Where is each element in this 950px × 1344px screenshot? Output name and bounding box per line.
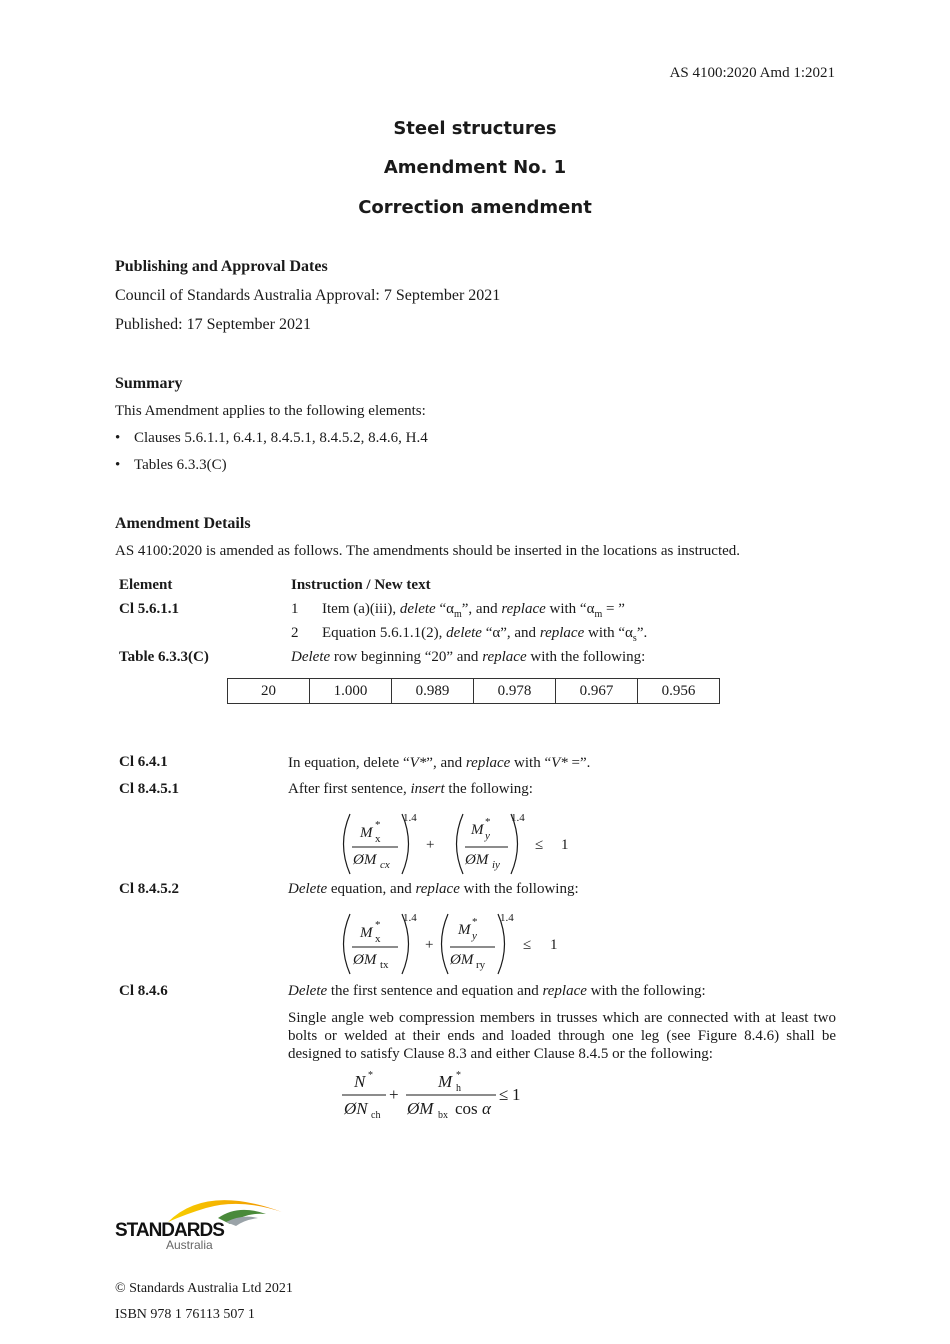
table-cell: 1.000: [310, 679, 392, 704]
left-paren: [344, 814, 351, 874]
element-label: Cl 8.4.5.2: [119, 881, 179, 897]
eq-operator: ≤: [523, 937, 532, 953]
approval-date: Council of Standards Australia Approval: 7 September 2021: [115, 287, 501, 304]
details-heading: Amendment Details: [115, 515, 251, 532]
eq-power: 1.4: [500, 912, 514, 924]
eq-subscript: x: [375, 933, 381, 945]
bullet-icon: •: [115, 430, 121, 446]
bullet-text: Clauses 5.6.1.1, 6.4.1, 8.4.5.1, 8.4.5.2, 8.4.6, H.4: [134, 430, 428, 446]
element-label: Table 6.3.3(C): [119, 649, 209, 665]
clause-paragraph: Single angle web compression members in trusses which are connected with at least two bolts or welded at their ends and loaded through one leg (see Figure 8.4.6) shall be designed to satisfy Clause 8.3 and either Clause 8.4.5 or the following:: [288, 1010, 836, 1062]
eq-star: *: [456, 1070, 461, 1081]
eq-symbol: M: [458, 922, 471, 938]
eq-power: 1.4: [511, 812, 525, 824]
table-cell: 0.978: [474, 679, 556, 704]
table-cell: 0.967: [556, 679, 638, 704]
summary-bullet: [115, 430, 428, 447]
eq-power: 1.4: [403, 812, 417, 824]
eq-symbol: M: [360, 825, 373, 841]
eq-operator: +: [426, 837, 435, 853]
left-paren: [442, 914, 449, 974]
eq-symbol: ØM: [353, 852, 377, 868]
eq-symbol: ØM: [353, 952, 377, 968]
logo-wordmark: STANDARDS: [115, 1220, 224, 1241]
summary-intro: This Amendment applies to the following elements:: [115, 403, 426, 419]
instruction-text: Item (a)(iii), delete “$\alpha_m$”, and replace with “$\alpha_m$ = ”: [322, 601, 625, 620]
eq-value: 1: [550, 937, 558, 953]
copyright: © Standards Australia Ltd 2021: [115, 1281, 293, 1296]
eq-subscript: y: [472, 930, 477, 942]
eq-subscript: h: [456, 1083, 461, 1094]
eq-operator: ≤: [499, 1085, 509, 1104]
element-label: Cl 5.6.1.1: [119, 601, 179, 617]
eq-value: 1: [561, 837, 569, 853]
instruction-text: After first sentence, insert the following:: [288, 781, 533, 797]
isbn: ISBN 978 1 76113 507 1: [115, 1307, 255, 1322]
eq-symbol: α: [482, 1099, 491, 1118]
table-cell: 0.989: [392, 679, 474, 704]
eq-symbol: M: [471, 822, 484, 838]
logo-subtitle: Australia: [166, 1238, 213, 1252]
eq-power: 1.4: [403, 912, 417, 924]
eq-operator: +: [425, 937, 434, 953]
eq-subscript: cx: [380, 859, 390, 871]
equation-8-4-5-1: [330, 806, 590, 882]
summary-heading: Summary: [115, 375, 183, 392]
publishing-heading: Publishing and Approval Dates: [115, 258, 328, 275]
element-label: Cl 8.4.5.1: [119, 781, 179, 797]
page-title: Steel structures: [393, 118, 557, 139]
eq-symbol: ØM: [465, 852, 489, 868]
bullet-icon: •: [115, 457, 121, 473]
bullet-text: Tables 6.3.3(C): [134, 457, 227, 473]
eq-star: *: [368, 1070, 373, 1081]
eq-operator: +: [389, 1085, 399, 1104]
instruction-text: Delete the first sentence and equation and replace with the following:: [288, 983, 706, 999]
summary-bullet: [115, 457, 227, 474]
eq-star: *: [472, 916, 478, 928]
eq-subscript: ry: [476, 959, 486, 971]
eq-symbol: N: [354, 1072, 366, 1091]
column-header-element: Element: [119, 577, 173, 593]
eq-star: *: [375, 919, 381, 931]
amendment-type: Correction amendment: [358, 197, 592, 218]
eq-symbol: ØM: [450, 952, 474, 968]
eq-subscript: bx: [438, 1110, 448, 1121]
instruction-text: Equation 5.6.1.1(2), delete “α”, and replace with “$\alpha_s$”.: [322, 625, 648, 644]
eq-symbol: ØM: [407, 1099, 434, 1118]
eq-subscript: iy: [492, 859, 500, 871]
replacement-table-row: [227, 678, 720, 704]
element-label: Cl 6.4.1: [119, 754, 168, 770]
column-header-instruction: Instruction / New text: [291, 577, 431, 593]
eq-symbol: ØN: [344, 1099, 368, 1118]
equation-8-4-6: [336, 1066, 536, 1126]
eq-star: *: [485, 816, 491, 828]
eq-star: *: [375, 819, 381, 831]
table-cell: 0.956: [638, 679, 720, 704]
document-reference: AS 4100:2020 Amd 1:2021: [669, 65, 835, 81]
eq-symbol: M: [438, 1072, 453, 1091]
instruction-text: In equation, delete “V*”, and replace with “V* =”.: [288, 755, 591, 771]
instruction-text: Delete row beginning “20” and replace with the following:: [291, 649, 646, 665]
details-intro: AS 4100:2020 is amended as follows. The amendments should be inserted in the locations as instructed.: [115, 543, 741, 559]
left-paren: [457, 814, 464, 874]
amendment-number: Amendment No. 1: [383, 157, 567, 178]
published-date: Published: 17 September 2021: [115, 316, 311, 333]
eq-subscript: y: [485, 830, 490, 842]
eq-subscript: x: [375, 833, 381, 845]
equation-8-4-5-2: [330, 906, 580, 982]
item-number: 2: [291, 625, 299, 641]
eq-subscript: ch: [371, 1110, 381, 1121]
eq-function: cos: [455, 1099, 478, 1118]
left-paren: [344, 914, 351, 974]
table-cell: 20: [228, 679, 310, 704]
item-number: 1: [291, 601, 299, 617]
eq-subscript: tx: [380, 959, 389, 971]
eq-operator: ≤: [535, 837, 544, 853]
eq-symbol: M: [360, 925, 373, 941]
element-label: Cl 8.4.6: [119, 983, 168, 999]
eq-value: 1: [512, 1085, 521, 1104]
instruction-text: Delete equation, and replace with the following:: [288, 881, 579, 897]
